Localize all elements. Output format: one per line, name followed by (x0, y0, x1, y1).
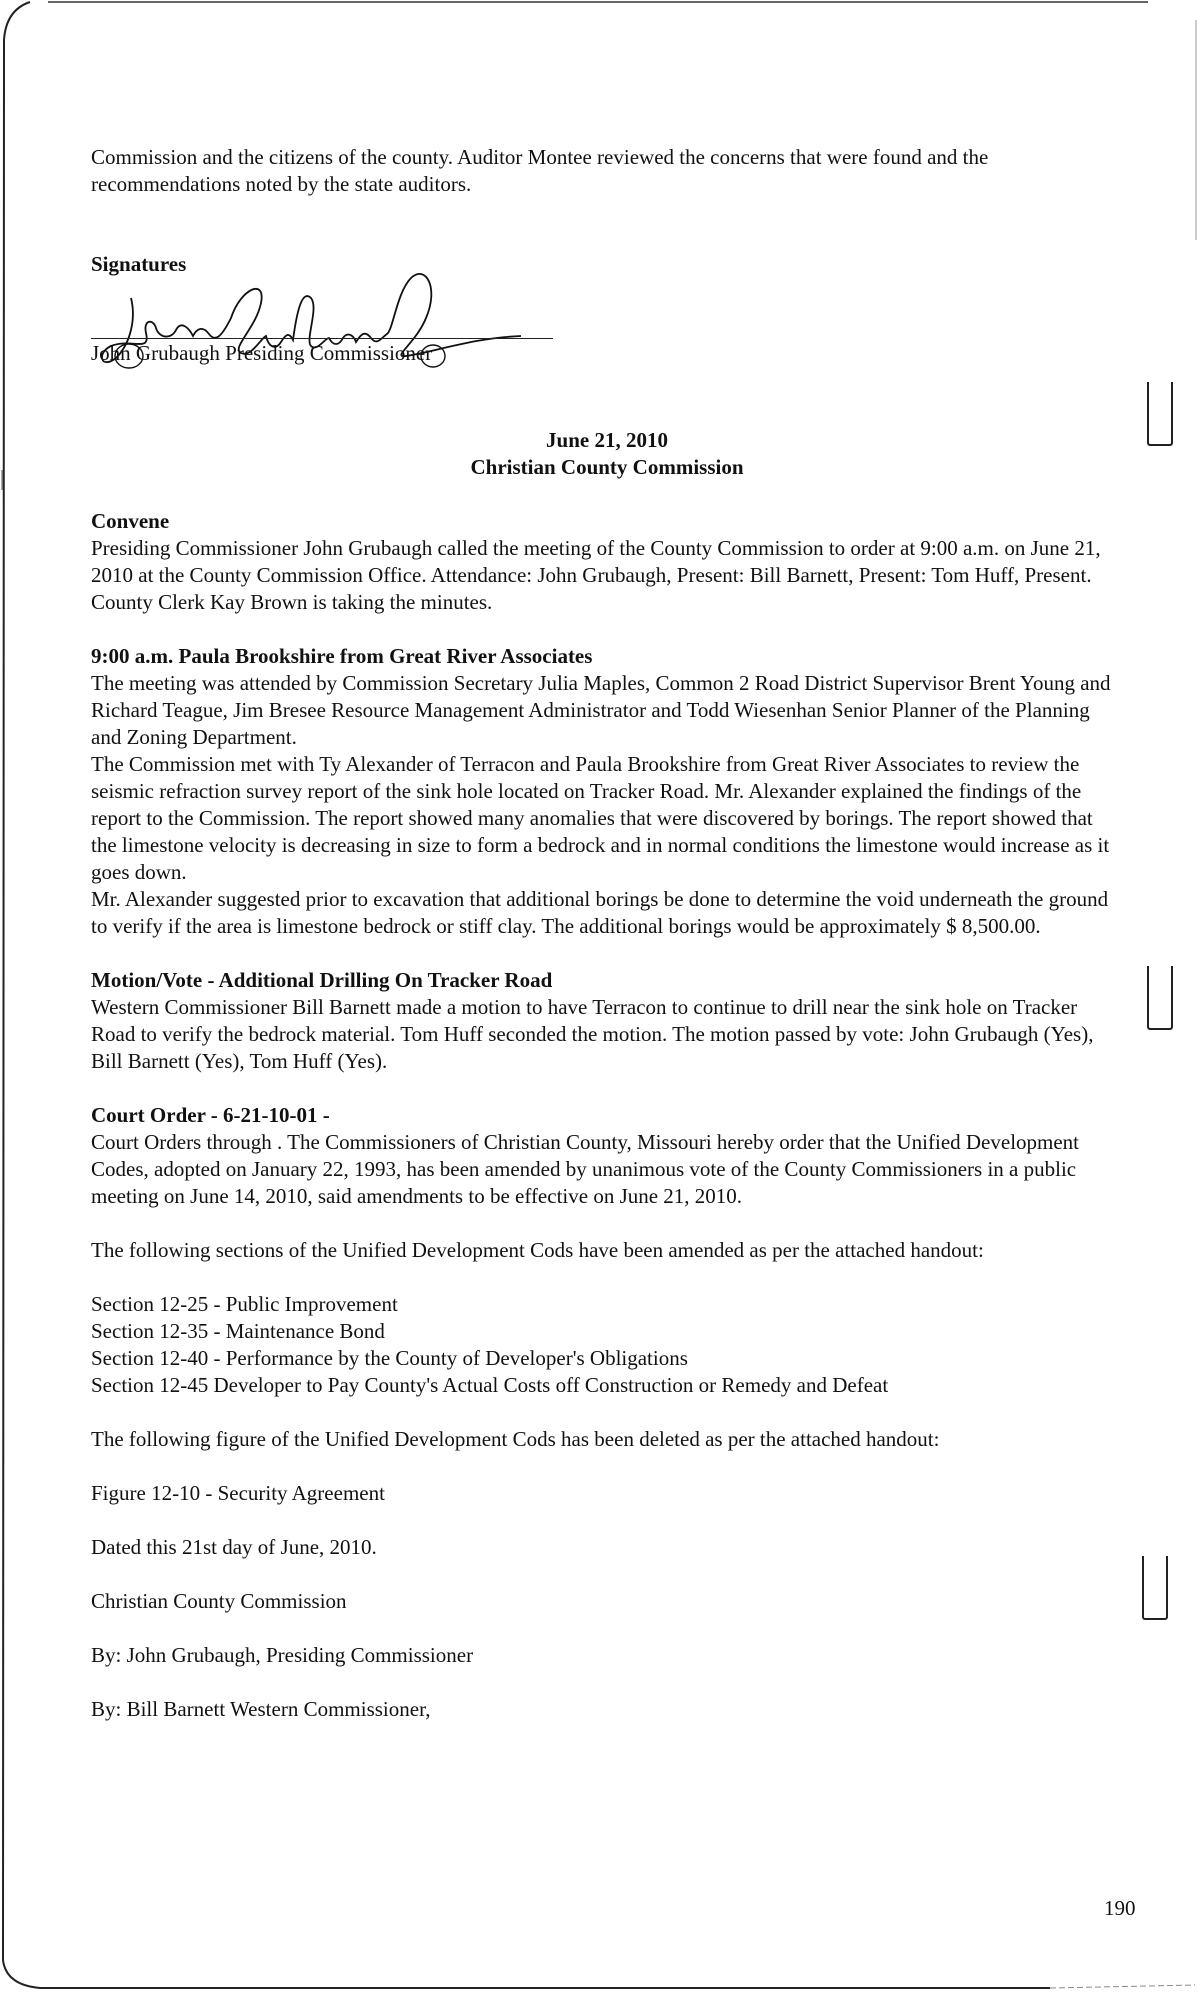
motion-heading: Motion/Vote - Additional Drilling On Tracker Road (91, 968, 553, 992)
page-number: 190 (1104, 1896, 1136, 1920)
intro-line-1: Commission and the citizens of the county. Auditor Montee reviewed the concerns that were found and the (91, 145, 989, 169)
list-item: Section 12-25 - Public Improvement (91, 1292, 398, 1316)
margin-box (1142, 1556, 1168, 1620)
motion-body: Western Commissioner Bill Barnett made a motion to have Terracon to continue to drill near the sink hole on Tracker Road to verify the bedrock material. Tom Huff seconded the motion. The motion passed by vote: John Grubaugh (Yes), Bill Barnett (Yes), Tom Huff (Yes). (91, 995, 1094, 1073)
convene-heading: Convene (91, 509, 170, 533)
dated-line: Dated this 21st day of June, 2010. (91, 1535, 377, 1559)
deleted-figure: Figure 12-10 - Security Agreement (91, 1481, 385, 1505)
paula-heading: 9:00 a.m. Paula Brookshire from Great River Associates (91, 644, 593, 668)
signature-caption: John Grubaugh Presiding Commissioner (91, 341, 433, 365)
court-order-heading: Court Order - 6-21-10-01 - (91, 1103, 330, 1127)
convene-body: Presiding Commissioner John Grubaugh called the meeting of the County Commission to order at 9:00 a.m. on June 21, 2010 at the County Commission Office. Attendance: John Grubaugh, Present: Bill Barnett, Present: Tom Huff, Present. County Clerk Kay Brown is taking the minutes. (91, 536, 1101, 614)
paula-attendance: The meeting was attended by Commission Secretary Julia Maples, Common 2 Road District Supervisor Brent Young and Richard Teague, Jim Bresee Resource Management Administrator and Todd Wiesenhan Senior Planner of the Planning and Zoning Department. (91, 671, 1111, 749)
paula-suggestion: Mr. Alexander suggested prior to excavation that additional borings be done to determine the void underneath the ground to verify if the area is limestone bedrock or stiff clay. The additional borings would be approximately $ 8,500.00. (91, 887, 1109, 938)
paula-report: The Commission met with Ty Alexander of Terracon and Paula Brookshire from Great River Associates to review the seismic refraction survey report of the sink hole located on Tracker Road. Mr. Alexander explained the findings of the report to the Commission. The report showed many anomalies that were discovered by borings. The report showed that the limestone velocity is decreasing in size to form a bedrock and in normal conditions the limestone would increase as it goes down. (91, 752, 1110, 884)
court-order-body: Court Orders through . The Commissioners of Christian County, Missouri hereby order that the Unified Development Codes, adopted on January 22, 1993, has been amended by unanimous vote of the County Commissioners in a public meeting on June 14, 2010, said amendments to be effective on June 21, 2010. (91, 1130, 1080, 1208)
by-line-western: By: Bill Barnett Western Commissioner, (91, 1697, 431, 1721)
commission-line: Christian County Commission (91, 1589, 347, 1613)
amended-sections-list (91, 1291, 1123, 1399)
signature-block (91, 286, 1123, 366)
handwritten-signature (91, 258, 551, 388)
list-item: Section 12-40 - Performance by the County of Developer's Obligations (91, 1346, 688, 1370)
intro-line-2: recommendations noted by the state auditors. (91, 172, 472, 196)
signature-line (91, 338, 553, 339)
minutes-document (91, 144, 1123, 1723)
margin-box (1147, 382, 1173, 446)
by-line-presiding: By: John Grubaugh, Presiding Commissioner (91, 1643, 474, 1667)
meeting-date: June 21, 2010 (546, 428, 668, 452)
list-item: Section 12-35 - Maintenance Bond (91, 1319, 385, 1343)
meeting-title: Christian County Commission (470, 455, 744, 479)
list-item: Section 12-45 Developer to Pay County's Actual Costs off Construction or Remedy and Defeat (91, 1373, 889, 1397)
deleted-intro: The following figure of the Unified Development Cods has been deleted as per the attached handout: (91, 1427, 940, 1451)
margin-box (1147, 966, 1173, 1030)
amended-intro: The following sections of the Unified Development Cods have been amended as per the attached handout: (91, 1238, 984, 1262)
signatures-heading: Signatures (91, 252, 187, 276)
